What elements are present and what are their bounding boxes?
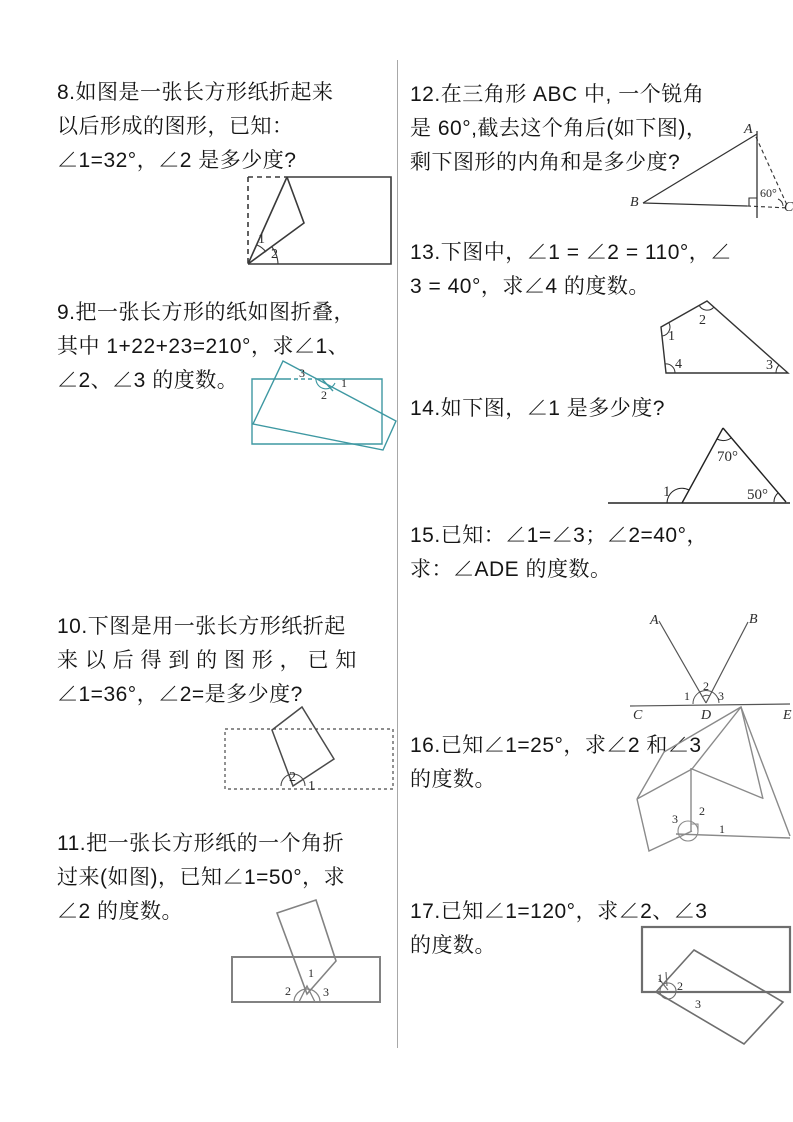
problem-10-line3: ∠1=36°，∠2=是多少度? bbox=[57, 683, 303, 706]
fig16-angle1-label: 1 bbox=[719, 822, 725, 836]
figure-14-triangle-on-line bbox=[608, 428, 790, 503]
fig14-triangle-sides bbox=[682, 428, 786, 503]
figure-8-folded-rectangle bbox=[248, 177, 391, 264]
fig15-e-label: E bbox=[783, 708, 792, 723]
fig10-angle1-label: 1 bbox=[308, 779, 315, 794]
figure-11-folded-corner bbox=[232, 900, 380, 1002]
fig8-angle2-label: 2 bbox=[271, 247, 278, 262]
problem-11-line3: ∠2 的度数。 bbox=[57, 900, 184, 923]
figure-17-overlapping-rectangles bbox=[642, 927, 790, 1044]
problem-13-line1: 13.下图中，∠1 = ∠2 = 110°，∠ bbox=[410, 241, 732, 264]
fig15-angle2-label: 2 bbox=[703, 679, 709, 693]
fig8-angle1-label: 1 bbox=[258, 232, 265, 247]
fig13-angle3-label: 3 bbox=[766, 358, 773, 373]
fig12-angle-arc bbox=[778, 199, 783, 206]
fig10-folded-flap bbox=[272, 707, 334, 786]
problem-13-line2: 3 = 40°，求∠4 的度数。 bbox=[410, 275, 650, 298]
fig12-vertex-a-label: A bbox=[744, 122, 753, 137]
fig15-d-label: D bbox=[701, 708, 712, 723]
fig13-angle4-label: 4 bbox=[675, 357, 682, 372]
fig8-rectangle bbox=[248, 177, 391, 264]
fig12-vertex-b-label: B bbox=[630, 195, 639, 210]
problem-17-line1: 17.已知∠1=120°，求∠2、∠3 bbox=[410, 900, 708, 923]
problem-12-line1: 12.在三角形 ABC 中, 一个锐角 bbox=[410, 83, 705, 106]
fig16-angle3-label: 3 bbox=[672, 812, 678, 826]
figure-9-folded-rectangle bbox=[252, 361, 396, 450]
fig10-angle2-label: 2 bbox=[289, 770, 296, 785]
fig9-rotated-flap bbox=[253, 361, 396, 450]
fig15-angle1-label: 1 bbox=[684, 689, 690, 703]
fig11-flap bbox=[277, 900, 336, 994]
fig17-rotated-rectangle bbox=[656, 950, 783, 1044]
fig14-angle1-label: 1 bbox=[663, 484, 671, 500]
fig11-base-rectangle bbox=[232, 957, 380, 1002]
fig16-lower-left-edges bbox=[637, 799, 692, 851]
problem-16-line1: 16.已知∠1=25°，求∠2 和∠3 bbox=[410, 734, 702, 757]
problem-10-line1: 10.下图是用一张长方形纸折起 bbox=[57, 615, 346, 638]
fig14-50deg-label: 50° bbox=[747, 487, 768, 503]
fig16-outer-edges bbox=[637, 707, 763, 799]
problem-8-line1: 8.如图是一张长方形纸折起来 bbox=[57, 81, 334, 104]
fig15-b-label: B bbox=[749, 612, 758, 627]
fig16-bottom-edge bbox=[637, 769, 762, 799]
figure-10-folded-rectangle bbox=[225, 707, 393, 794]
fig16-horizontal-line bbox=[676, 834, 790, 838]
problem-9-line1: 9.把一张长方形的纸如图折叠， bbox=[57, 301, 356, 324]
fig11-angle3-label: 3 bbox=[323, 985, 329, 999]
problem-8-line2: 以后形成的图形，已知： bbox=[57, 115, 294, 138]
fig15-c-label: C bbox=[633, 708, 643, 723]
problem-16-line2: 的度数。 bbox=[410, 768, 496, 791]
fig9-angle3-label: 3 bbox=[299, 366, 305, 380]
problem-11-line1: 11.把一张长方形纸的一个角折 bbox=[57, 832, 345, 855]
problem-15-line1: 15.已知：∠1=∠3；∠2=40°， bbox=[410, 524, 709, 547]
problem-17-line2: 的度数。 bbox=[410, 934, 496, 957]
fig12-right-angle-mark bbox=[749, 198, 757, 206]
fig12-60deg-label: 60° bbox=[760, 186, 777, 200]
fig16-long-diagonal bbox=[741, 707, 790, 836]
fig16-angle-arc bbox=[678, 821, 698, 841]
fig16-fold-diagonal bbox=[692, 707, 741, 769]
fig11-angle-arc bbox=[294, 989, 320, 1002]
problem-11-line2: 过来(如图)，已知∠1=50°，求 bbox=[57, 866, 346, 889]
fig9-angle2-label: 2 bbox=[321, 388, 327, 402]
figure-16-folded-paper bbox=[637, 707, 790, 851]
fig15-baseline bbox=[630, 704, 790, 706]
problem-14-line1: 14.如下图，∠1 是多少度? bbox=[410, 397, 665, 420]
fig9-rectangle bbox=[252, 379, 382, 444]
problem-9-line3: ∠2、∠3 的度数。 bbox=[57, 369, 239, 392]
fig16-angle2-label: 2 bbox=[699, 804, 705, 818]
fig17-angle2-label: 2 bbox=[677, 979, 683, 993]
fig13-angle1-label: 1 bbox=[668, 329, 675, 344]
fig15-a-label: A bbox=[650, 613, 659, 628]
fig11-angle2-label: 2 bbox=[285, 984, 291, 998]
fig12-solid-lines bbox=[643, 131, 757, 218]
figure-12-triangle-abc bbox=[630, 122, 793, 218]
fig17-angle1-label: 1 bbox=[657, 971, 663, 985]
fig15-angle3-label: 3 bbox=[718, 689, 724, 703]
problem-9-line2: 其中 1+22+23=210°，求∠1、 bbox=[57, 335, 350, 358]
fig17-angle3-label: 3 bbox=[695, 997, 701, 1011]
fig9-angle1-label: 1 bbox=[341, 376, 347, 390]
figure-15-rays-from-d bbox=[630, 612, 792, 723]
problem-8-line3: ∠1=32°，∠2 是多少度? bbox=[57, 149, 297, 172]
problem-10-line2: 来 以 后 得 到 的 图 形 ， 已 知 bbox=[57, 649, 357, 672]
fig14-70deg-label: 70° bbox=[717, 449, 738, 465]
fig11-angle1-label: 1 bbox=[308, 966, 314, 980]
problem-12-line2: 是 60°,截去这个角后(如下图)， bbox=[410, 117, 708, 140]
fig12-vertex-c-label: C bbox=[784, 200, 793, 215]
problem-15-line2: 求：∠ADE 的度数。 bbox=[410, 558, 612, 581]
figure-13-quadrilateral bbox=[661, 301, 788, 373]
problem-12-line3: 剩下图形的内角和是多少度? bbox=[410, 151, 681, 174]
fig13-angle2-label: 2 bbox=[699, 313, 706, 328]
